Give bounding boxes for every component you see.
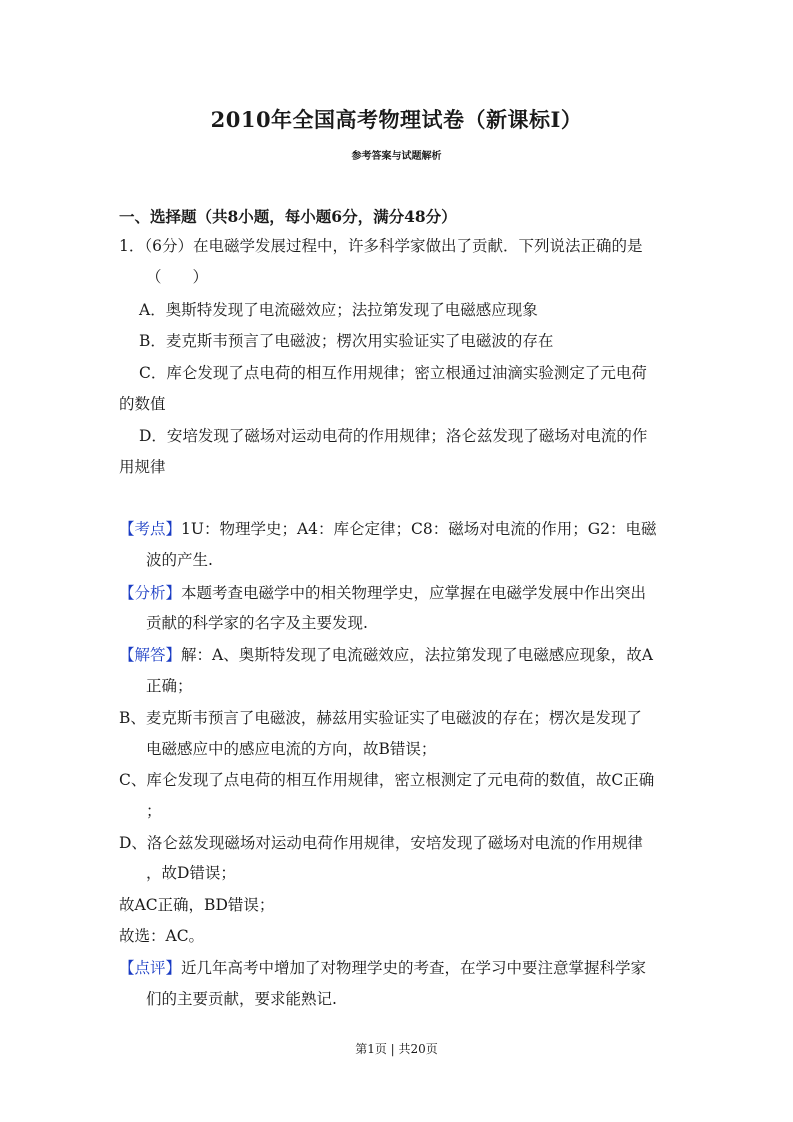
page-subtitle: 参考答案与试题解析	[351, 151, 442, 162]
jieda-b-cont: 电磁感应中的感应电流的方向，故B错误；	[146, 740, 437, 758]
option-c: C．库仑发现了点电荷的相互作用规律；密立根通过油滴实验测定了元电荷	[139, 364, 647, 382]
jieda-answer: 故选：AC。	[119, 927, 205, 945]
option-d-cont: 用规律	[119, 458, 166, 476]
jieda-b: B、麦克斯韦预言了电磁波，赫兹用实验证实了电磁波的存在；楞次是发现了	[119, 709, 642, 727]
kaodian-tag: 【考点】	[119, 520, 182, 538]
kaodian-line	[119, 519, 656, 539]
kaodian-cont: 波的产生.	[146, 551, 213, 569]
jieda-c-cont: ；	[146, 802, 162, 820]
jieda-cont: 正确；	[146, 677, 193, 695]
jieda-tag: 【解答】	[119, 646, 182, 664]
jieda-c: C、库仑发现了点电荷的相互作用规律，密立根测定了元电荷的数值，故C正确	[119, 771, 655, 789]
fenxi-cont: 贡献的科学家的名字及主要发现.	[146, 614, 368, 632]
option-b: B．麦克斯韦预言了电磁波；楞次用实验证实了电磁波的存在	[139, 332, 554, 350]
question-stem: 1．（6分）在电磁学发展过程中，许多科学家做出了贡献．下列说法正确的是	[119, 237, 643, 255]
jieda-line	[119, 645, 653, 665]
question-blank: （ ）	[146, 268, 209, 286]
jieda-summary: 故AC正确，BD错误；	[119, 896, 275, 914]
page-title: 2010年全国高考物理试卷（新课标Ⅰ）	[210, 107, 583, 132]
dianping-cont: 们的主要贡献，要求能熟记.	[146, 990, 337, 1008]
fenxi-line	[119, 583, 646, 603]
dianping-text: 近几年高考中增加了对物理学史的考查，在学习中要注意掌握科学家	[181, 959, 647, 977]
option-d: D．安培发现了磁场对运动电荷的作用规律；洛仑兹发现了磁场对电流的作	[139, 427, 648, 445]
dianping-line	[119, 958, 646, 978]
kaodian-text: 1U：物理学史；A4：库仑定律；C8：磁场对电流的作用；G2：电磁	[181, 520, 657, 538]
page-footer: 第1页 | 共20页	[355, 1042, 438, 1056]
jieda-text: 解：A、奥斯特发现了电流磁效应，法拉第发现了电磁感应现象，故A	[181, 646, 653, 664]
option-c-cont: 的数值	[119, 395, 166, 413]
jieda-d-cont: ，故D错误；	[146, 864, 236, 882]
fenxi-tag: 【分析】	[119, 584, 182, 602]
fenxi-text: 本题考查电磁学中的相关物理学史，应掌握在电磁学发展中作出突出	[181, 584, 647, 602]
jieda-d: D、洛仑兹发现磁场对运动电荷作用规律，安培发现了磁场对电流的作用规律	[119, 834, 643, 852]
dianping-tag: 【点评】	[119, 959, 182, 977]
section-heading: 一、选择题（共8小题，每小题6分，满分48分）	[119, 207, 457, 226]
option-a: A．奥斯特发现了电流磁效应；法拉第发现了电磁感应现象	[139, 301, 538, 319]
